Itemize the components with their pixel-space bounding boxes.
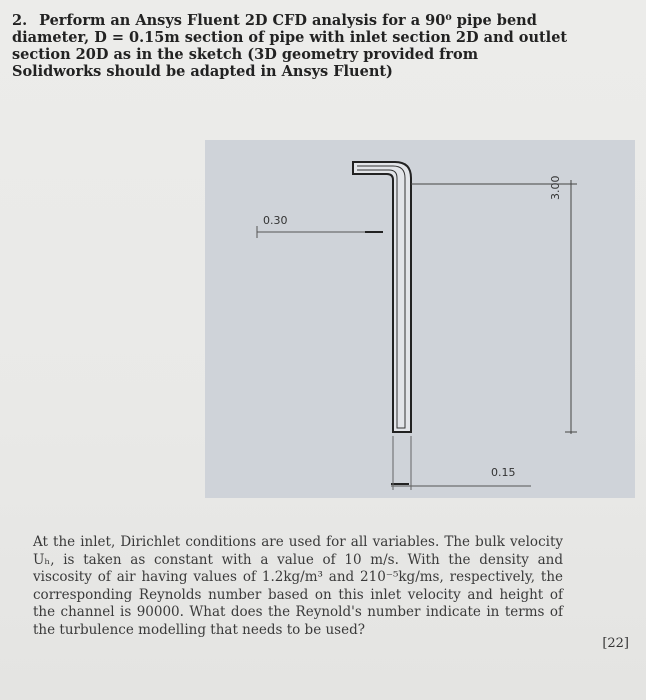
height-dimension-label: 3.00 [549,175,562,200]
question-text: Perform an Ansys Fluent 2D CFD analysis for a 90⁰ pipe bend diameter, D = 0.15m section of pipe with inlet section 2D and outlet section 20D as in the sketch (3D geometry provided from Solidworks should be adapted in Ansys Fluent) [12,12,568,80]
question-heading [12,12,572,80]
pipe-outer-wall [353,162,411,432]
pipe-dimension-label: 0.15 [491,466,516,479]
marks-label: [22] [602,636,629,651]
problem-paragraph: At the inlet, Dirichlet conditions are used for all variables. The bulk velocity Uₕ, is taken as constant with a value of 10 m/s. With the density and viscosity of air having values of 1.2kg/m³ and 210⁻⁵kg/ms, respectively, the corresponding Reynolds number based on this inlet velocity and height of the channel is 90000. What does the Reynold's number indicate in terms of the turbulence modelling that needs to be used? [33,534,563,638]
width-dimension-label: 0.30 [263,214,288,227]
sketch-drawing [205,140,635,498]
question-number: 2. [12,12,28,29]
pipe-bend-sketch [205,140,635,498]
